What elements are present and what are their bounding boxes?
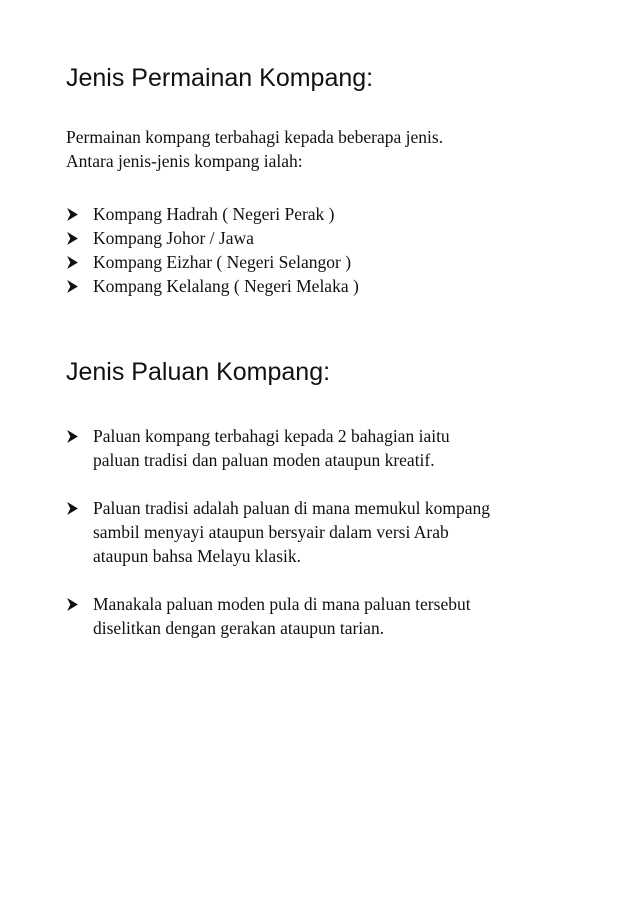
arrow-bullet-icon — [66, 502, 79, 515]
point-line: ataupun bahsa Melayu klasik. — [93, 546, 302, 566]
list-item — [66, 424, 606, 472]
kompang-types-list — [66, 202, 606, 298]
list-item-text: Kompang Johor / Jawa — [93, 228, 254, 248]
arrow-bullet-icon — [66, 208, 79, 221]
point-line: diselitkan dengan gerakan ataupun tarian. — [93, 618, 385, 638]
section-heading-jenis-permainan: Jenis Permainan Kompang: — [66, 64, 374, 92]
arrow-bullet-icon — [66, 256, 79, 269]
arrow-bullet-icon — [66, 430, 79, 443]
arrow-bullet-icon — [66, 598, 79, 611]
list-item-text: Kompang Hadrah ( Negeri Perak ) — [93, 204, 335, 224]
list-item — [66, 250, 606, 274]
point-line: Paluan kompang terbahagi kepada 2 bahagian iaitu — [93, 426, 450, 446]
list-item — [66, 592, 606, 640]
intro-line: Antara jenis-jenis kompang ialah: — [66, 151, 303, 171]
point-line: paluan tradisi dan paluan moden ataupun kreatif. — [93, 450, 435, 470]
arrow-bullet-icon — [66, 280, 79, 293]
intro-paragraph — [66, 125, 443, 173]
list-item-text: Kompang Kelalang ( Negeri Melaka ) — [93, 276, 359, 296]
list-item-text: Kompang Eizhar ( Negeri Selangor ) — [93, 252, 352, 272]
list-item — [66, 274, 606, 298]
point-line: sambil menyayi ataupun bersyair dalam versi Arab — [93, 522, 449, 542]
intro-line: Permainan kompang terbahagi kepada beberapa jenis. — [66, 127, 444, 147]
list-item — [66, 202, 606, 226]
list-item — [66, 226, 606, 250]
paluan-points-list — [66, 424, 606, 640]
list-item — [66, 496, 606, 568]
point-line: Paluan tradisi adalah paluan di mana memukul kompang — [93, 498, 491, 518]
section-heading-jenis-paluan: Jenis Paluan Kompang: — [66, 358, 331, 386]
point-line: Manakala paluan moden pula di mana paluan tersebut — [93, 594, 471, 614]
arrow-bullet-icon — [66, 232, 79, 245]
